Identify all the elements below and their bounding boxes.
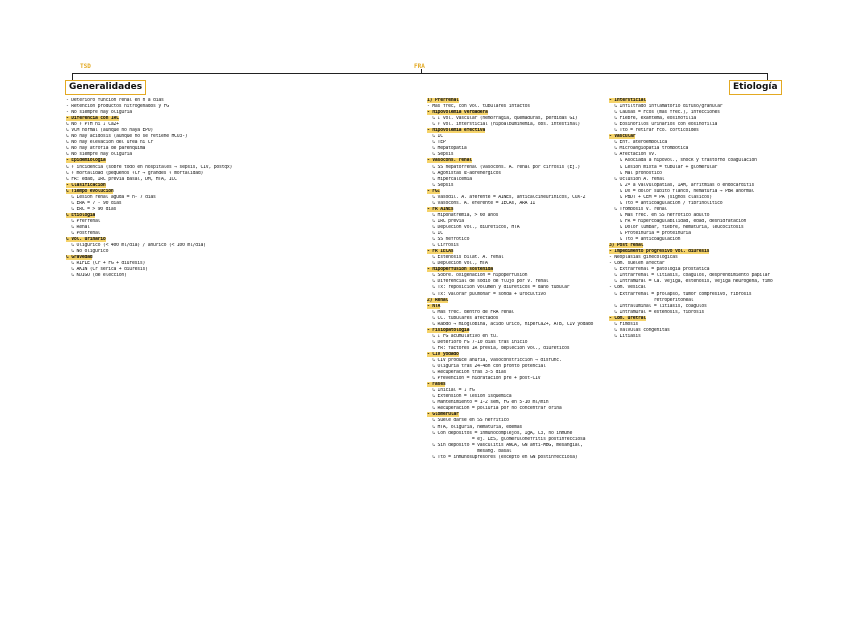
note-text: - NTA (427, 303, 441, 309)
note-line (609, 334, 784, 340)
note-text: ↳ FR = hipercoagulabilidad, edad, deshidratación (609, 218, 747, 224)
note-text: ↳ Mal pronóstico (609, 170, 662, 176)
notes-column-generalidades (66, 98, 336, 279)
note-text: ↳ No siempre hay oliguria (66, 152, 132, 158)
note-text: ↳ 2ª a valvulopatías, IAM, arritmias o endocarditis (609, 182, 755, 188)
note-text: ↳ ↓ vol. vascular (hemorragia, quemaduras, pérdidas GI) (427, 116, 578, 122)
note-text: ↳ No oligúrico (66, 249, 109, 255)
note-text: ↳ Extrarrenal = patología prostática (609, 267, 710, 273)
note-text: ↳ Asociada a hipovol., shock y trastorno coagulación (609, 158, 757, 164)
note-text: mesang. basal (427, 448, 512, 454)
note-text: - Vasocons. renal (427, 158, 472, 164)
note-text: ↳ vasodil. A. aferente = AINEs, anticalcineurínicos, COX-2 (427, 194, 586, 200)
top-center-tag: FRA (414, 63, 425, 70)
note-text: ↳ Oliguria tras 24-48h con pronto potencial (427, 364, 546, 370)
note-text: ↳ FR: factores IR previa, depleción vol., diuréticos (427, 345, 570, 351)
note-text: ↳ Intramural = estenosis, fibrosis (609, 309, 704, 315)
note-text: ↳ No ↑ PTH ni ↓ Ca2+ (66, 122, 119, 128)
note-text: ↳ Recuperación = poliuria por no concentrar orina (427, 406, 562, 412)
note-text: ↳ ERA = 7 - 90 días (66, 200, 122, 206)
note-text: - FR AINEs (427, 206, 454, 212)
note-text: ↳ Enf. ateroembólica (609, 140, 668, 146)
note-text: - Clasificación (66, 182, 106, 188)
note-text: ↳ HTA, oliguria, hematuria, edemas (427, 424, 522, 430)
note-text: ↳ Más frec. en SS nefrótico adulto (609, 212, 710, 218)
note-text: ↳ Microangiopatía trombótica (609, 146, 689, 152)
note-text: ↳ Litiasis (609, 333, 641, 339)
note-text: 3) Post renal (609, 243, 644, 249)
note-text: ↳ ↑ incidencia (sobre todo en hospitales → sepsis, CIV, postqx) (66, 164, 233, 170)
note-text: ↳ Proteinuria = proteinuria (609, 231, 691, 237)
tree-horizontal-line (72, 73, 768, 74)
note-text: ↳ Tto = anticoagulación (609, 237, 681, 243)
heading-generalidades: Generalidades (65, 80, 146, 95)
note-text: - Intersticial (609, 98, 646, 103)
note-text: ↳ Mantenimiento = 1-2 sem, FG en 5-10 ml/min (427, 400, 549, 406)
note-text: - Hipoperfusión sostenida (427, 267, 493, 273)
note-text: ↳ Deterioro FG 7-10 días tras inicio (427, 339, 528, 345)
note-text: ↳ IC (427, 231, 443, 237)
note-text: - Diferencia con IRC (66, 116, 119, 122)
note-text: ↳ Tx: valorar pulmonar = sonda + urocultivo (427, 291, 546, 297)
note-text: ↳ Infiltrado inflamatorio difuso/granular (609, 104, 723, 110)
note-text: ↳ PBDT + CEM = PA (signos clásicos) (609, 194, 712, 200)
notes-column-renal-postrenal (609, 98, 784, 340)
note-text: ↳ ↓ FG acumulativo en tú. (427, 333, 499, 339)
note-text: ↳ Con depósitos = inmunocomplejos, IgA, C3, no inmune (427, 430, 573, 436)
note-text: ↳ No hay elevación del urea ni Cr (66, 140, 154, 146)
note-text: ↳ Renal (66, 224, 90, 230)
note-text: ↳ Fiebre, exantema, eosinofilia (609, 116, 697, 122)
note-text: ↳ CIV produce anuria, vasoconstricción → disfunc. (427, 358, 562, 364)
note-text: ↳ ERC = > 90 días (66, 206, 117, 212)
note-text: ↳ IC (427, 134, 443, 140)
note-text: ↳ VCM normal (aunque no haya EPO) (66, 128, 154, 134)
note-text: ↳ Agonistas α-adrenérgicos (427, 170, 501, 176)
note-text: ↳ Causas = Fcos (más frec.), infecciones (609, 110, 720, 116)
note-text: ↳ Postrenal (66, 231, 101, 237)
note-text: - Deterioro función renal en h a días (66, 98, 164, 103)
note-text: ↳ Tto = retirar Fco. corticoides (609, 128, 699, 134)
note-text: ↳ Estenosis bilat. A. renal (427, 255, 504, 261)
note-text: - Hipovolemia verdadera (427, 110, 488, 116)
note-text: - Com. suelen afectar (609, 261, 665, 267)
note-text: ↳ KDIGO (de elección) (66, 273, 127, 279)
note-text: ↳ Depleción vol., diuréticos, HTA (427, 224, 520, 230)
note-text: ↳ No hay atrofia de parénquima (66, 146, 146, 152)
note-text: - Fisiopatología (427, 327, 470, 333)
note-text: - Impedimento progresivo vol. diuresis (609, 249, 710, 255)
note-text: ↳ Suele darse en SS nefrítico (427, 418, 509, 424)
top-left-tag: TSD (80, 63, 91, 70)
note-text: - Retención productos nitrogenados y FG (66, 104, 169, 110)
note-text: - CIV yodado (427, 351, 459, 357)
note-text: ↳ Recuperación tras 3-5 días (427, 370, 507, 376)
note-text: ↳ Fimosis (609, 321, 639, 327)
note-text: - Com. uretral (609, 315, 646, 321)
note-text: 1) Prerrenal (427, 98, 459, 103)
note-text: ↳ Válvulas congénitas (609, 327, 670, 333)
heading-etiologia: Etiología (729, 80, 782, 95)
note-text: - Más frec, con vol. tubulares intactos (427, 104, 530, 110)
note-text: - Fases (427, 382, 446, 388)
note-text: ↳ ↑ vol. intersticial (hipoalbuminemia, obs. intestinal) (427, 122, 581, 128)
note-text: ↳ Afectación vv. (609, 152, 657, 158)
note-text: ↳ Vol. urinario (66, 237, 106, 243)
notes-column-prerrenal-renal (427, 98, 607, 461)
note-text: ↳ Cirrosis (427, 243, 459, 249)
note-text: ↳ Tx: reposición volumen y diuréticos = daño tubular (427, 285, 570, 291)
note-text: ↳ Lesión renal aguda = h- 7 días (66, 194, 156, 200)
note-text: ↳ Depleción vol., HTA (427, 261, 488, 267)
note-text: ↳ Lesión mixta = tubular + glomerular (609, 164, 718, 170)
note-text: ↳ Extensión = lesión isquémica (427, 394, 512, 400)
note-text: - FR IECAs (427, 249, 454, 255)
note-text: - No siempre hay oliguria (66, 110, 132, 116)
note-text: ↳ Etiología (66, 212, 96, 218)
note-text: ↳ Intrarrenal = litiasis, coágulos, desprendimiento papilar (609, 273, 770, 279)
note-text: ↳ Tiempo evolución (66, 188, 114, 194)
note-text: ↳ Hepatopatía (427, 146, 467, 152)
note-text: = ej. LES, glomerulonefritis postinfecciosa (427, 436, 586, 442)
note-text: ↳ Dolor lumbar, fiebre, hematuria, leucocitosis (609, 224, 744, 230)
note-text: ↳ Sepsis (427, 152, 454, 158)
note-text: ↳ Oligúrico (< 400 ml/día) / anúrico (< 100 ml/día) (66, 243, 206, 249)
note-text: ↳ RIFLE (Cr + FG + diuresis) (66, 261, 146, 267)
note-text: ↳ IRC previa (427, 218, 464, 224)
note-text: - Vascular (609, 134, 636, 140)
note-text: ↳ Prevención = hidratación pre + post-CIV (427, 376, 541, 382)
note-text: - FG↓ (427, 188, 441, 194)
note-text: ↳ Oclusión A. renal (609, 176, 665, 182)
note-text: ↳ Sobre. oxigenación = hipoperfusión (427, 273, 528, 279)
note-line (427, 322, 607, 328)
note-text: - Hipovolemia efectiva (427, 128, 486, 134)
note-text: ↳ Prerrenal (66, 218, 101, 224)
note-text: ↳ AKIN (Cr sérica + diuresis) (66, 267, 148, 273)
note-text: ↳ Más frec. dentro de FRA renal (427, 309, 515, 315)
note-text: ↳ Intraluminal = litiasis, coágulos (609, 303, 707, 309)
note-line (427, 455, 607, 461)
note-text: 2) Renal (427, 297, 449, 303)
note-text: ↳ vasocons. A. eferente = IECAs, ARA II (427, 200, 536, 206)
note-text: ↳ Intramural = Ca. vejiga, estenosis, vejiga neurógena, fimo (609, 279, 773, 285)
note-text: ↳ Eosinófilos urinarios con eosinofilia (609, 122, 718, 128)
note-text: ↳ ↑ mortalidad (pequeños ↑Cr → grandes ↑ mortalidad) (66, 170, 204, 176)
note-text: - Neoplasias ginecológicas (609, 255, 678, 261)
note-text: ↳ Gravedad (66, 255, 93, 261)
note-text: ↳ Tto = inmunosupresores (excepto en GN postinfecciosa) (427, 454, 578, 460)
note-text: ↳ Tto = anticoagulación / fibrinolítico (609, 200, 723, 206)
note-text: - Glomerular (427, 412, 459, 418)
note-text: ↳ Diferencial de sodio de flujo por V. renal (427, 279, 549, 285)
note-text: ↳ No hay acidosis (aunque no se retiene HCO3-) (66, 134, 188, 140)
note-text: ↳ Hiponatremia, > 60 años (427, 212, 499, 218)
note-text: ↳ SS hepatorrenal (vasocons. A. renal por cirrosis (Ej.) (427, 164, 581, 170)
note-text: ↳ Extrarrenal = prolapso, tumor compresivo, fibrosis (609, 291, 752, 297)
note-text: ↳ Hipercalcemia (427, 176, 472, 182)
note-text: ↳ Trombosis V. renal (609, 206, 668, 212)
note-line (66, 273, 336, 279)
note-text: ↳ Inicial = ↓ FG (427, 388, 475, 394)
note-text: ↳ CC. tubulares afectados (427, 315, 499, 321)
note-text: retroperitoneal (609, 297, 694, 303)
note-text: - Epidemiología (66, 158, 106, 164)
note-text: ↳ FR: edad, IRC previa basal, DM, HTA, ICC (66, 176, 177, 182)
note-text: ↳ TEP (427, 140, 446, 146)
note-text: - Com. vesical (609, 285, 646, 291)
note-text: ↳ SS nefrótico (427, 237, 470, 243)
note-text: ↳ Sepsis (427, 182, 454, 188)
note-text: ↳ Rabdo → mioglobina, ácido úrico, hiperCa2+, ATB, CIV yodado (427, 321, 594, 327)
note-text: ↳ Sin depósito = vasculitis ANCA, GN anti-MBG, mesangial, (427, 442, 583, 448)
note-text: ↳ Dx = dolor súbito flanco, hematuria → PBR anormal (609, 188, 755, 194)
